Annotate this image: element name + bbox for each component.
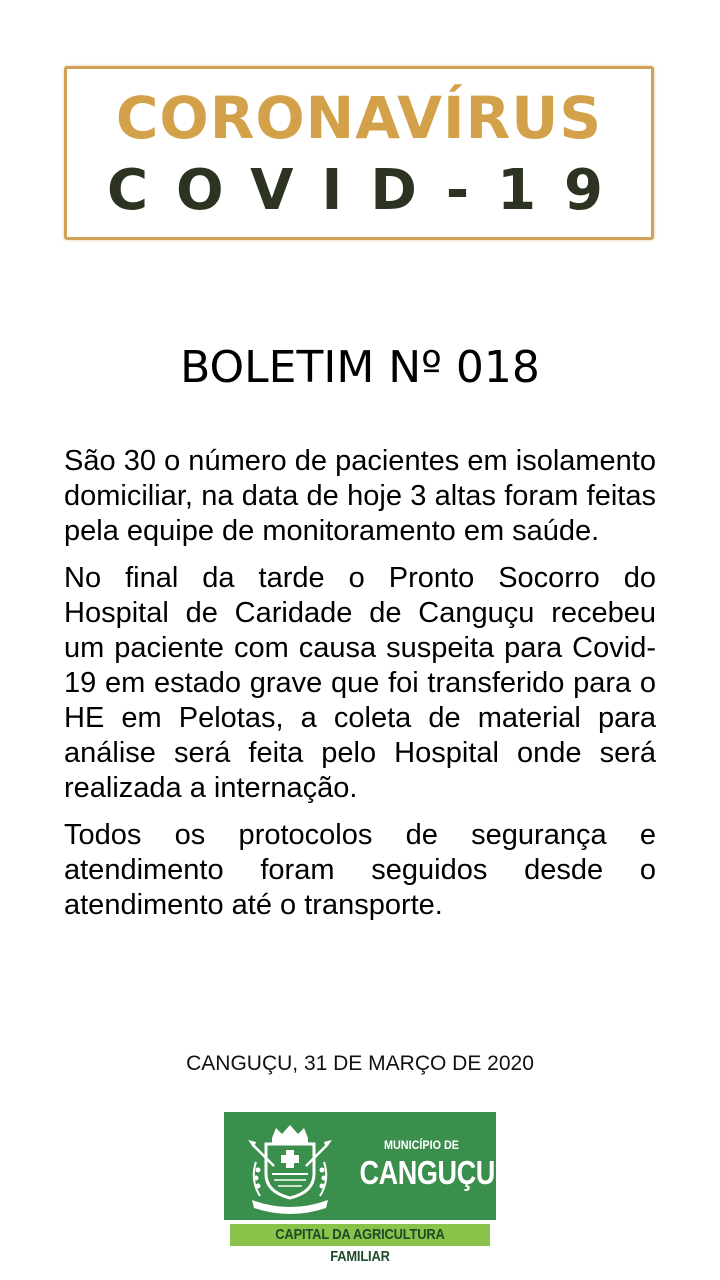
logo-line-1: MUNICÍPIO DE [383,1138,460,1152]
coat-of-arms-icon [244,1122,336,1216]
bulletin-body [64,444,656,935]
banner-subtitle: COVID-19 [106,158,632,223]
paragraph: No final da tarde o Pronto Socorro do Hospital de Caridade de Canguçu recebeu um paciente com causa suspeita para Covid-19 em estado grave que foi transferido para o HE em Pelotas, a coleta de material para análise será feita pelo Hospital onde será realizada a internação. [64,562,656,804]
logo-line-2: CANGUÇU [359,1154,495,1191]
logo-tagline: CAPITAL DA AGRICULTURA FAMILIAR [275,1226,445,1265]
bulletin-date: CANGUÇU, 31 DE MARÇO DE 2020 [186,1052,534,1075]
logo-tagline-bar [230,1224,490,1265]
covid-banner [64,66,654,240]
logo-strip [224,1220,496,1265]
municipality-logo [224,1112,496,1265]
paragraph: Todos os protocolos de segurança e atendimento foram seguidos desde o atendimento até o transporte. [64,819,656,921]
paragraph: São 30 o número de pacientes em isolamento domiciliar, na data de hoje 3 altas foram feitas pela equipe de monitoramento em saúde. [64,445,656,547]
banner-title: CORONAVÍRUS [115,84,603,152]
bulletin-title: BOLETIM Nº 018 [180,342,540,393]
